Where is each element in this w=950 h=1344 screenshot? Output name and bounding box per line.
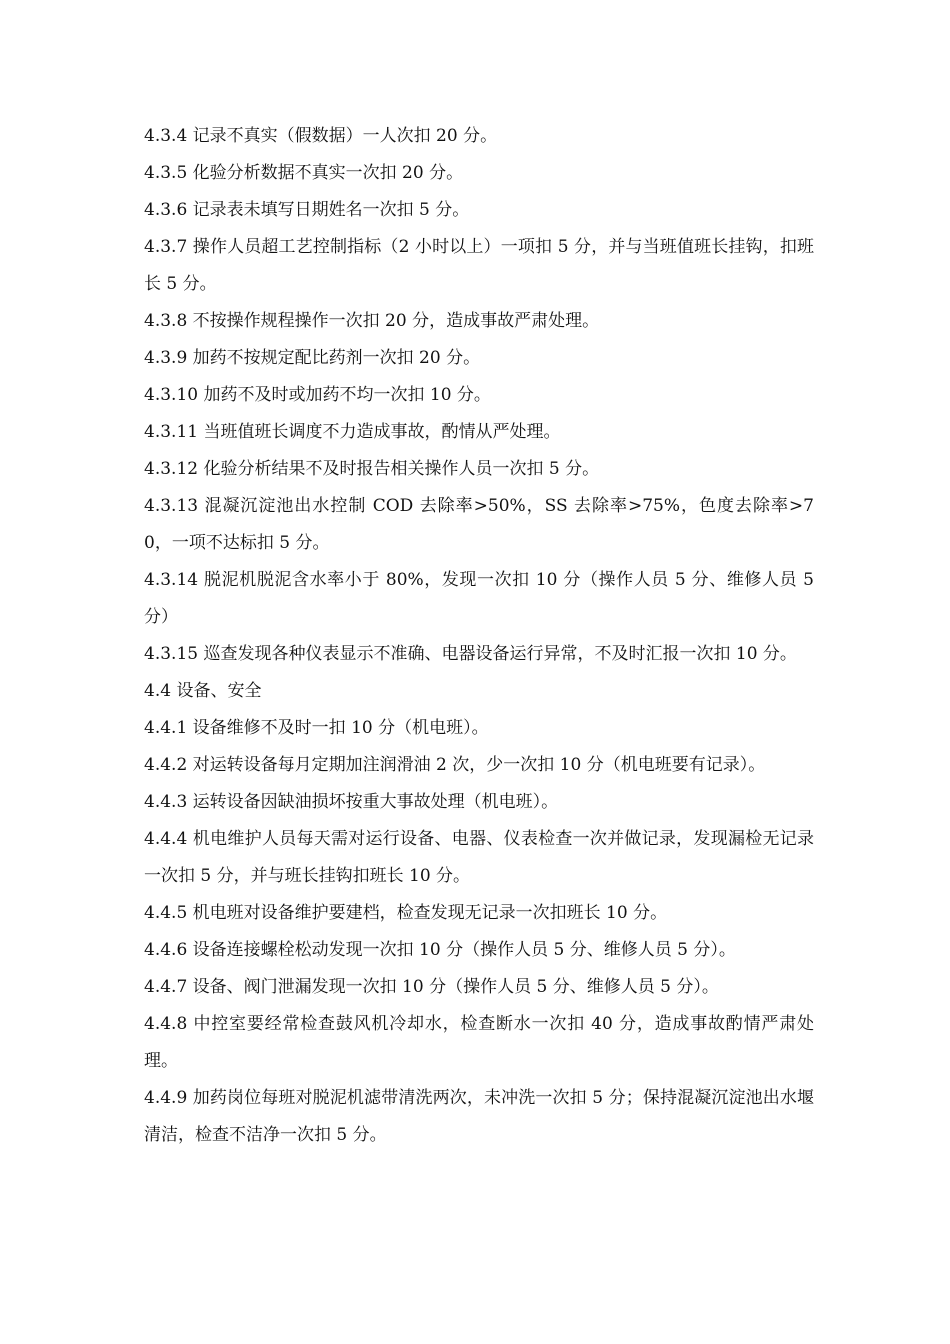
- clause-4-4-8: 4.4.8 中控室要经常检查鼓风机冷却水，检查断水一次扣 40 分，造成事故酌情严肃处理。: [144, 1014, 814, 1071]
- section-heading-4-4: 4.4 设备、安全: [144, 681, 262, 701]
- clause-4-3-8: 4.3.8 不按操作规程操作一次扣 20 分，造成事故严肃处理。: [144, 311, 600, 331]
- clause-4-3-13: 4.3.13 混凝沉淀池出水控制 COD 去除率>50%，SS 去除率>75%，色度去除率>70，一项不达标扣 5 分。: [144, 496, 814, 553]
- clause-4-4-3: 4.4.3 运转设备因缺油损坏按重大事故处理（机电班）。: [144, 792, 559, 812]
- clause-4-3-15: 4.3.15 巡查发现各种仪表显示不准确、电器设备运行异常，不及时汇报一次扣 10 分。: [144, 644, 797, 664]
- clause-4-3-4: 4.3.4 记录不真实（假数据）一人次扣 20 分。: [144, 126, 498, 146]
- clause-4-3-14: 4.3.14 脱泥机脱泥含水率小于 80%，发现一次扣 10 分（操作人员 5 分、维修人员 5 分）: [144, 570, 814, 627]
- clause-4-3-6: 4.3.6 记录表未填写日期姓名一次扣 5 分。: [144, 200, 470, 220]
- clause-4-4-6: 4.4.6 设备连接螺栓松动发现一次扣 10 分（操作人员 5 分、维修人员 5 分）。: [144, 940, 736, 960]
- clause-4-4-4: 4.4.4 机电维护人员每天需对运行设备、电器、仪表检查一次并做记录，发现漏检无记录一次扣 5 分，并与班长挂钩扣班长 10 分。: [144, 829, 814, 886]
- clause-4-3-7: 4.3.7 操作人员超工艺控制指标（2 小时以上）一项扣 5 分，并与当班值班长挂钩，扣班长 5 分。: [144, 237, 814, 294]
- clause-4-4-1: 4.4.1 设备维修不及时一扣 10 分（机电班）。: [144, 718, 489, 738]
- clause-4-3-12: 4.3.12 化验分析结果不及时报告相关操作人员一次扣 5 分。: [144, 459, 600, 479]
- clause-4-3-11: 4.3.11 当班值班长调度不力造成事故，酌情从严处理。: [144, 422, 561, 442]
- clause-4-3-10: 4.3.10 加药不及时或加药不均一次扣 10 分。: [144, 385, 491, 405]
- clause-4-3-5: 4.3.5 化验分析数据不真实一次扣 20 分。: [144, 163, 464, 183]
- clause-4-4-5: 4.4.5 机电班对设备维护要建档，检查发现无记录一次扣班长 10 分。: [144, 903, 668, 923]
- clause-4-4-7: 4.4.7 设备、阀门泄漏发现一次扣 10 分（操作人员 5 分、维修人员 5 分）。: [144, 977, 719, 997]
- clause-4-4-2: 4.4.2 对运转设备每月定期加注润滑油 2 次，少一次扣 10 分（机电班要有记录）。: [144, 755, 766, 775]
- clause-4-4-9: 4.4.9 加药岗位每班对脱泥机滤带清洗两次，未冲洗一次扣 5 分；保持混凝沉淀池出水堰清洁，检查不洁净一次扣 5 分。: [144, 1088, 814, 1145]
- clause-4-3-9: 4.3.9 加药不按规定配比药剂一次扣 20 分。: [144, 348, 481, 368]
- document-body: [144, 118, 814, 1154]
